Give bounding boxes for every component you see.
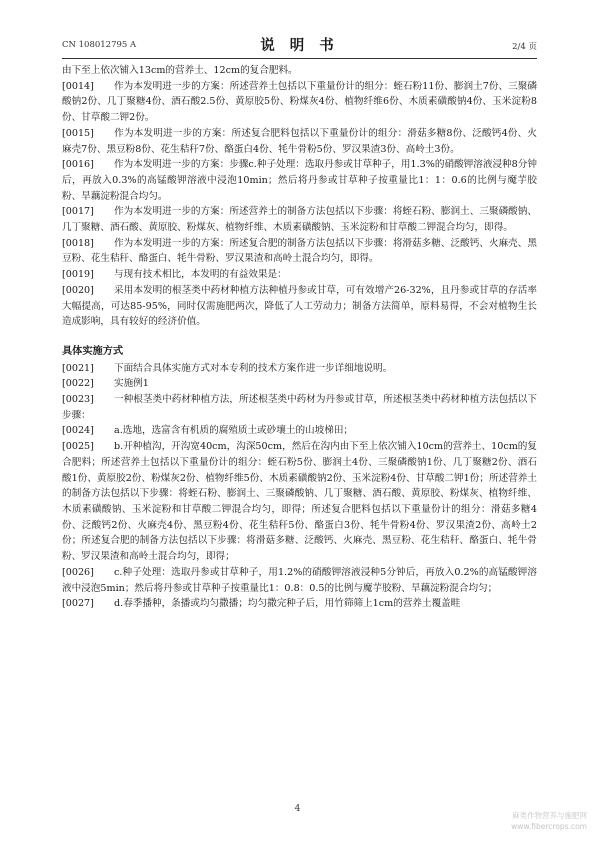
paragraph-number: [0016] [62, 159, 94, 171]
watermark-line: www.fibercrops.com [511, 822, 587, 831]
paragraph [62, 439, 537, 565]
publication-number: CN 108012795 A [62, 40, 137, 50]
paragraph [62, 565, 537, 596]
paragraph-number: [0015] [62, 127, 94, 139]
paragraph [62, 236, 537, 267]
paragraph-text: 作为本发明进一步的方案：步骤c.种子处理：选取丹参或甘草种子，用1.3%的硝酸钾溶液浸种8分钟后，再放入0.3%的高锰酸钾溶液中浸泡10min；然后将丹参或甘草种子按重量比1：1：0.6的比例与魔芋胶粉、旱藕淀粉混合均匀。 [62, 159, 537, 202]
document-body [62, 63, 537, 612]
lead-line: 由下至上依次铺入13cm的营养土、12cm的复合肥料。 [62, 65, 298, 76]
paragraph-text: 下面结合具体实施方式对本专利的技术方案作进一步详细地说明。 [114, 362, 393, 374]
watermark-line: 麻类作物营养与施肥网 [512, 811, 587, 820]
paragraph [62, 267, 537, 283]
paragraph [62, 361, 537, 377]
paragraph-number: [0027] [62, 598, 94, 610]
paragraph-text: d.春季播种，条播或均匀撒播；均匀撒完种子后，用竹筛筛上1cm的营养土覆盖畦 [114, 598, 461, 610]
paragraph [62, 126, 537, 157]
page-number: 4 [294, 804, 301, 814]
header-rule [62, 58, 537, 59]
paragraph-number: [0018] [62, 237, 94, 249]
paragraph [62, 79, 537, 126]
paragraph-text: 作为本发明进一步的方案：所述营养土包括以下重量份计的组分：蛭石粉11份、膨润土7份、三聚磷酸钠2份、几丁聚糖4份、酒石酸2.5份、黄原胶5份、粉煤灰4份、植物纤维6份、木质素磺酸钠4份、玉米淀粉8份、甘草酸二钾2份。 [62, 80, 537, 124]
page-index: 2/4 页 [512, 42, 537, 52]
paragraph-list [62, 79, 537, 330]
paragraph [62, 376, 537, 392]
paragraph-text: 作为本发明进一步的方案：所述复合肥的制备方法包括以下步骤：将滑菇多糖、泛酸钙、火麻壳、黑豆粉、花生秸秆、酪蛋白、牦牛骨粉、罗汉果渣和高岭土混合均匀，即得。 [62, 237, 537, 265]
paragraph [62, 204, 537, 235]
paragraph-text: b.开种植沟，开沟宽40cm，沟深50cm，然后在沟内由下至上依次铺入10cm的营养土、10cm的复合肥料；所述营养土包括以下重量份计的组分：蛭石粉5份、膨润土4份、三聚磷酸钠1份、几丁聚糖2份、酒石酸1份、黄原胶2份、粉煤灰2份、植物纤维5份、木质素磺酸钠2份、玉米淀粉4份、甘草酸二钾1份；所述营养土的制备方法包括以下步骤：将蛭石粉、膨润土、三聚磷酸钠、几丁聚糖、酒石酸、黄原胶、粉煤灰、植物纤维、木质素磺酸钠、玉米淀粉和甘草酸二钾混合均匀，即得；所述复合肥料包括以下重量份计的组分：滑菇多糖4份、泛酸钙2份、火麻壳4份、黑豆粉4份、花生秸秆5份、酪蛋白3份、牦牛骨粉4份、罗汉果渣2份、高岭土2份；所述复合肥的制备方法包括以下步骤：将滑菇多糖、泛酸钙、火麻壳、黑豆粉、花生秸秆、酪蛋白、牦牛骨粉、罗汉果渣和高岭土混合均匀，即得； [62, 441, 537, 563]
paragraph-number: [0014] [62, 80, 94, 92]
paragraph [62, 157, 537, 204]
paragraph [62, 596, 537, 612]
paragraph-number: [0022] [62, 378, 94, 390]
paragraph-number: [0020] [62, 284, 94, 296]
paragraph-text: 作为本发明进一步的方案：所述复合肥料包括以下重量份计的组分：滑菇多糖8份、泛酸钙4份、火麻壳7份、黑豆粉8份、花生秸秆7份、酪蛋白4份、牦牛骨粉5份、罗汉果渣3份、高岭土3份。 [62, 127, 537, 155]
page-header [62, 34, 537, 56]
paragraph-number: [0025] [62, 441, 94, 453]
paragraph-text: 作为本发明进一步的方案：所述营养土的制备方法包括以下步骤：将蛭石粉、膨润土、三聚磷酸钠、几丁聚糖、酒石酸、黄原胶、粉煤灰、植物纤维、木质素磺酸钠、玉米淀粉和甘草酸二钾混合均匀，即得。 [62, 206, 537, 234]
paragraph-text: 采用本发明的根茎类中药材种植方法种植丹参或甘草，可有效增产26-32%，且丹参或甘草的存活率大幅提高，可达85-95%，同时仅需施肥两次，降低了人工劳动力；制备方法简单，原料易得，不会对植物生长造成影响，具有较好的经济价值。 [62, 284, 537, 328]
paragraph [62, 392, 537, 423]
paragraph-list [62, 361, 537, 612]
paragraph-number: [0023] [62, 394, 94, 406]
paragraph-number: [0024] [62, 425, 94, 437]
paragraph-text: 一种根茎类中药材种植方法，所述根茎类中药材为丹参或甘草，所述根茎类中药材种植方法包括以下步骤： [62, 394, 537, 421]
paragraph-text: a.选地，选富含有机质的腐殖质土或砂壤土的山坡梯田； [114, 425, 354, 437]
paragraph-text: 实施例1 [114, 378, 149, 390]
paragraph-text: 与现有技术相比，本发明的有益效果是： [114, 269, 287, 281]
paragraph-text: c.种子处理：选取丹参或甘草种子，用1.2%的硝酸钾溶液浸种5分钟后，再放入0.2%的高锰酸钾溶液中浸泡5min；然后将丹参或甘草种子按重量比1：0.8：0.5的比例与魔芋胶粉、旱藕淀粉混合均匀； [62, 566, 537, 594]
section-title: 具体实施方式 [62, 345, 124, 357]
document-title: 说 明 书 [260, 37, 339, 54]
paragraph-number: [0021] [62, 362, 94, 374]
watermark [511, 810, 587, 832]
paragraph [62, 423, 537, 439]
paragraph-number: [0017] [62, 206, 94, 218]
paragraph [62, 283, 537, 330]
paragraph-number: [0019] [62, 269, 94, 281]
paragraph-number: [0026] [62, 566, 94, 578]
